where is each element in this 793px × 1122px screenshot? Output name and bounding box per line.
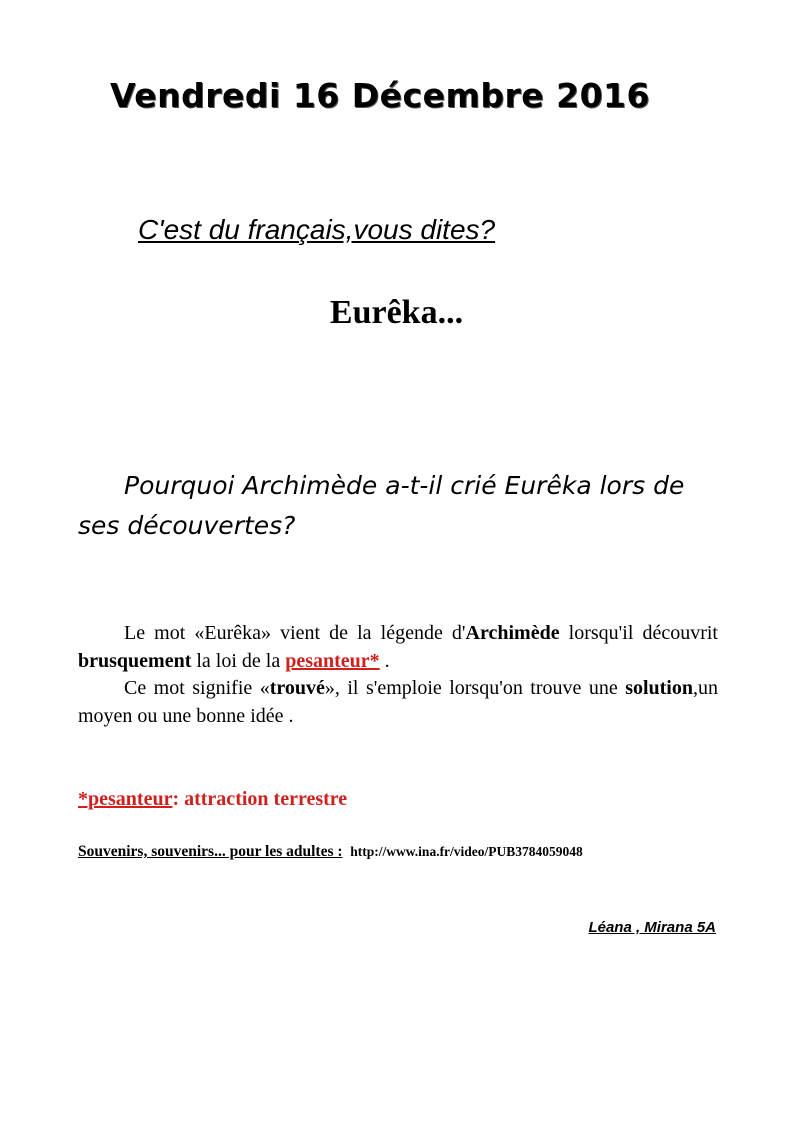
text-span: », il s'emploie lorsqu'on trouve une	[324, 677, 626, 699]
text-span: ,un moyen ou une bonne idée .	[78, 677, 718, 727]
footnote-definition: : attraction terrestre	[172, 788, 348, 810]
text-span: Le mot «Eurêka» vient de la légende d'	[124, 622, 466, 644]
paragraph-1	[78, 620, 718, 675]
featured-word: Eurêka...	[329, 294, 464, 331]
bold-brusquement: brusquement	[78, 649, 192, 672]
text-span: Ce mot signifie «	[124, 677, 270, 699]
footnote	[78, 788, 347, 811]
bold-archimede: Archimède	[465, 622, 560, 644]
authors: Léana , Mirana 5A	[588, 919, 716, 936]
page-subtitle: C'est du français,vous dites?	[138, 214, 496, 245]
text-span: la loi de la	[191, 649, 286, 672]
question: Pourquoi Archimède a-t-il crié Eurêka lors de ses découvertes?	[78, 471, 685, 540]
souvenirs-url[interactable]: http://www.ina.fr/video/PUB3784059048	[350, 844, 583, 859]
bold-trouve: trouvé	[269, 677, 325, 699]
footnote-term: *pesanteur	[78, 788, 173, 810]
pesanteur-link[interactable]: pesanteur*	[285, 649, 380, 672]
page-date: Vendredi 16 Décembre 2016	[110, 76, 650, 115]
souvenirs-line	[78, 843, 583, 861]
souvenirs-label: Souvenirs, souvenirs... pour les adultes :	[78, 843, 343, 860]
text-span: .	[379, 649, 390, 672]
explanation	[78, 620, 718, 730]
bold-solution: solution	[625, 677, 693, 699]
text-span: lorsqu'il découvrit	[559, 622, 718, 644]
paragraph-2	[78, 675, 718, 730]
